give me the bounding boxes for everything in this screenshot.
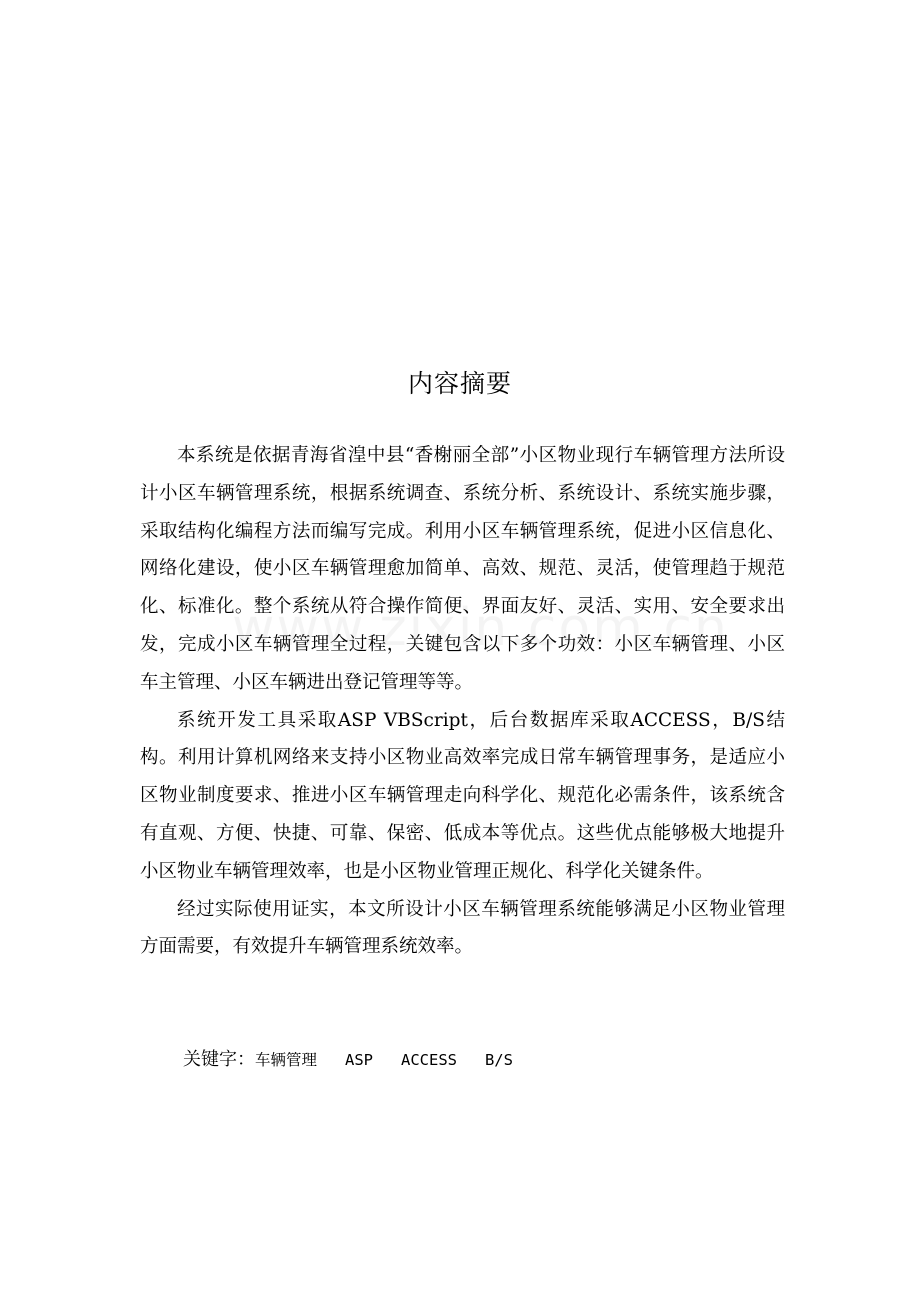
abstract-body xyxy=(140,437,785,966)
keywords-line xyxy=(183,1046,513,1074)
abstract-paragraph-1: 本系统是依据青海省湟中县“香榭丽全部”小区物业现行车辆管理方法所设计小区车辆管理系统，根据系统调查、系统分析、系统设计、系统实施步骤，采取结构化编程方法而编写完成。利用小区车辆管理系统，促进小区信息化、网络化建设，使小区车辆管理愈加简单、高效、规范、灵活，使管理趋于规范化、标准化。整个系统从符合操作简便、界面友好、灵活、实用、安全要求出发，完成小区车辆管理全过程，关键包含以下多个功效：小区车辆管理、小区车主管理、小区车辆进出登记管理等等。 xyxy=(140,445,785,693)
keywords-values: 车辆管理 ASP ACCESS B/S xyxy=(255,1051,513,1069)
keywords-label: 关键字： xyxy=(183,1049,255,1070)
abstract-paragraph-2: 系统开发工具采取ASP VBScript，后台数据库采取ACCESS，B/S结构。利用计算机网络来支持小区物业高效率完成日常车辆管理事务，是适应小区物业制度要求、推进小区车辆管理走向科学化、规范化必需条件，该系统含有直观、方便、快捷、可靠、保密、低成本等优点。这些优点能够极大地提升小区物业车辆管理效率，也是小区物业管理正规化、科学化关键条件。 xyxy=(140,709,785,882)
page-title: 内容摘要 xyxy=(407,369,512,398)
abstract-paragraph-3: 经过实际使用证实，本文所设计小区车辆管理系统能够满足小区物业管理方面需要，有效提升车辆管理系统效率。 xyxy=(140,898,785,958)
